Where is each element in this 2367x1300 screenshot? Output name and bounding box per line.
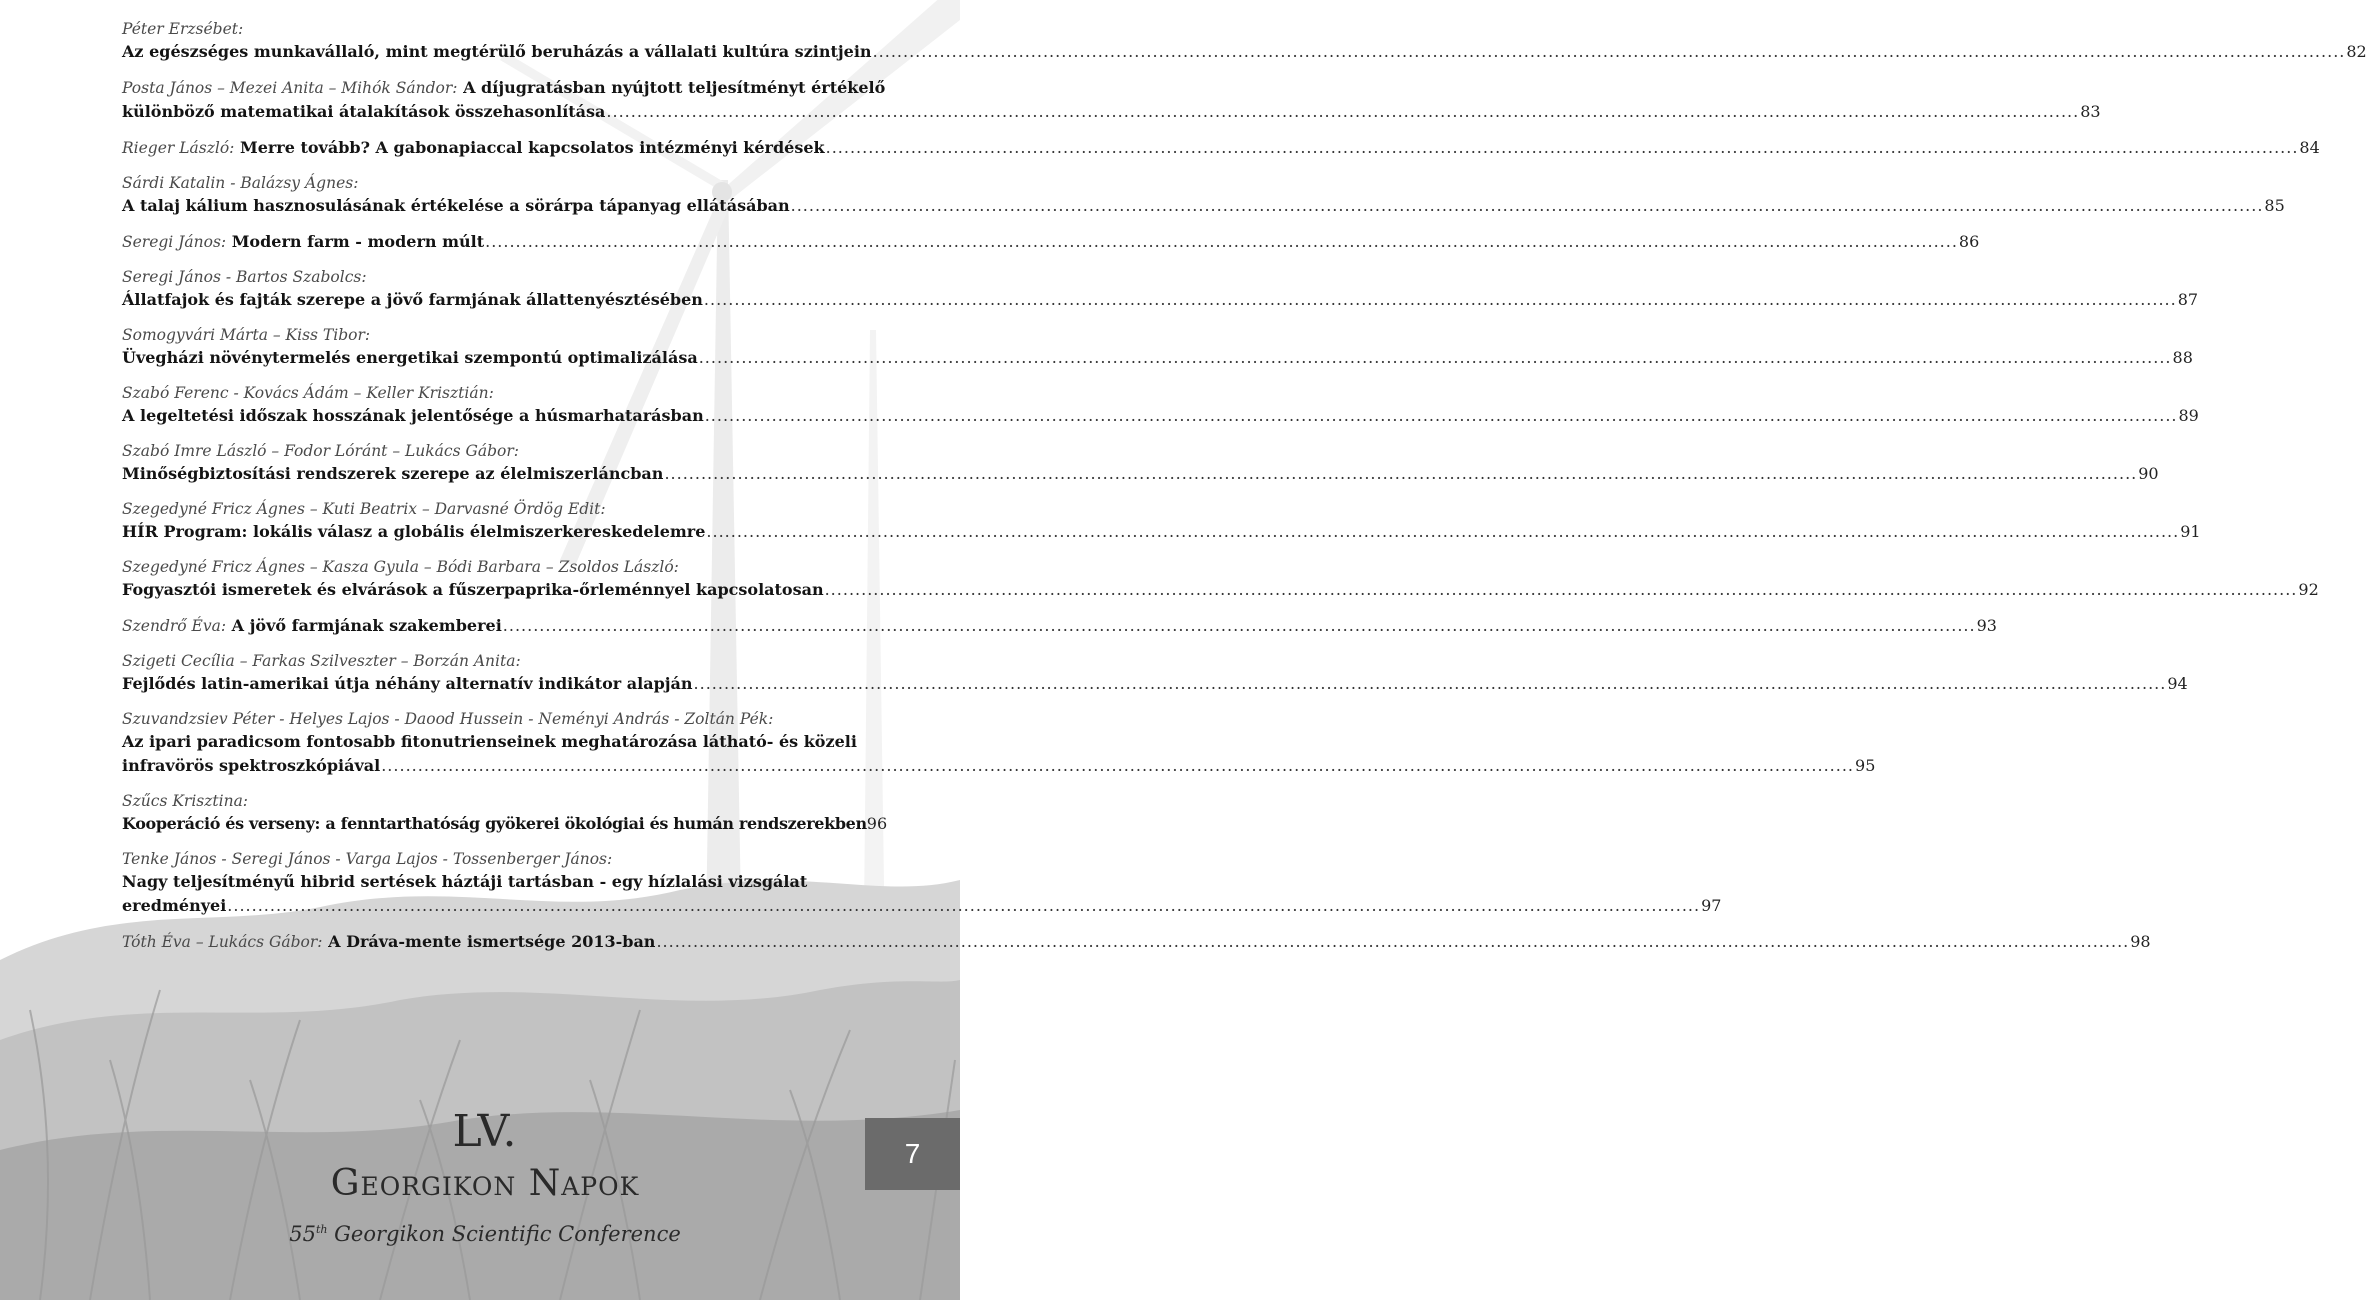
- leader-dots: [227, 894, 1700, 918]
- entry-title-line: [122, 194, 2285, 218]
- entry-page: 84: [2299, 138, 2320, 157]
- entry-title: A Dráva-mente ismertsége 2013-ban: [328, 932, 656, 951]
- entry-title: A talaj kálium hasznosulásának értékelése a sörárpa tápanyag ellátásában: [122, 196, 790, 215]
- toc-entry[interactable]: [122, 18, 2367, 64]
- toc-entry[interactable]: [122, 230, 1980, 254]
- entry-title-line: [122, 288, 2199, 312]
- entry-authors: Seregi János - Bartos Szabolcs:: [122, 268, 367, 286]
- entry-title: HÍR Program: lokális válasz a globális élelmiszerkereskedelemre: [122, 522, 706, 541]
- toc-entry[interactable]: [122, 76, 2101, 124]
- leader-dots: [694, 672, 2167, 696]
- entry-title: Fogyasztói ismeretek és elvárások a fűszerpaprika-őrleménnyel kapcsolatosan: [122, 580, 824, 599]
- entry-page: 87: [2177, 290, 2199, 309]
- entry-title-line: [122, 100, 2101, 124]
- entry-authors: Sárdi Katalin - Balázsy Ágnes:: [122, 174, 359, 192]
- entry-title-line: [122, 520, 2201, 544]
- entry-title-line: [122, 754, 1876, 778]
- entry-authors: Rieger László:: [122, 139, 235, 157]
- conference-title: [250, 1108, 720, 1248]
- entry-title-line: [122, 136, 2320, 160]
- entry-page: 90: [2138, 464, 2159, 483]
- toc-entry[interactable]: [122, 790, 888, 836]
- conference-subtitle: 55th Georgikon Scientific Conference: [289, 1222, 681, 1246]
- entry-page: 92: [2298, 580, 2319, 599]
- entry-title: Minőségbiztosítási rendszerek szerepe az élelmiszerláncban: [122, 464, 664, 483]
- entry-authors: Somogyvári Márta – Kiss Tibor:: [122, 326, 371, 344]
- leader-dots: [873, 40, 2346, 64]
- toc-entry[interactable]: [122, 324, 2193, 370]
- entry-page: 83: [2080, 102, 2101, 121]
- entry-authors: Szigeti Cecília – Farkas Szilveszter – Borzán Anita:: [122, 652, 521, 670]
- leader-dots: [705, 404, 2178, 428]
- entry-authors: Tóth Éva – Lukács Gábor:: [122, 933, 323, 951]
- entry-page: 88: [2172, 348, 2193, 367]
- entry-authors: Szegedyné Fricz Ágnes – Kuti Beatrix – Darvasné Ördög Edit:: [122, 500, 606, 518]
- entry-page: 97: [1701, 896, 1722, 915]
- leader-dots: [791, 194, 2264, 218]
- page-number: 7: [904, 1138, 921, 1169]
- entry-page: 91: [2180, 522, 2201, 541]
- entry-title: Az egészséges munkavállaló, mint megtérülő beruházás a vállalati kultúra szintjein: [122, 42, 872, 61]
- entry-title: Fejlődés latin-amerikai útja néhány alternatív indikátor alapján: [122, 674, 693, 693]
- toc-entry[interactable]: [122, 382, 2199, 428]
- entry-page: 86: [1958, 232, 1980, 251]
- toc-entry[interactable]: [122, 930, 2151, 954]
- entry-authors: Seregi János:: [122, 233, 227, 251]
- entry-page: 94: [2167, 674, 2188, 693]
- entry-authors: Szűcs Krisztina:: [122, 792, 249, 810]
- entry-page: 82: [2346, 42, 2367, 61]
- leader-dots: [381, 754, 1854, 778]
- entry-authors: Posta János – Mezei Anita – Mihók Sándor:: [122, 79, 458, 97]
- entry-authors: Szabó Ferenc - Kovács Ádám – Keller Krisztián:: [122, 384, 494, 402]
- conference-name: Georgikon Napok: [330, 1163, 640, 1204]
- leader-dots: [485, 230, 1958, 254]
- entry-title-continued: eredményei: [122, 896, 227, 915]
- entry-title-line: [122, 230, 1980, 254]
- entry-title-line: [122, 462, 2159, 486]
- entry-page: 96: [866, 814, 888, 833]
- entry-authors: Szuvandzsiev Péter - Helyes Lajos - Daood Hussein - Neményi András - Zoltán Pék:: [122, 710, 774, 728]
- toc-entry[interactable]: [122, 498, 2201, 544]
- leader-dots: [656, 930, 2129, 954]
- toc-entry[interactable]: [122, 650, 2188, 696]
- entry-authors: Szabó Imre László – Fodor Lóránt – Lukács Gábor:: [122, 442, 519, 460]
- entry-title: Modern farm - modern múlt: [231, 232, 485, 251]
- entry-page: 85: [2264, 196, 2285, 215]
- table-of-contents: [122, 18, 2367, 966]
- toc-entry[interactable]: [122, 266, 2199, 312]
- leader-dots: [503, 614, 1976, 638]
- entry-title-line: [122, 346, 2193, 370]
- leader-dots: [826, 136, 2299, 160]
- entry-title-line: [122, 812, 888, 836]
- toc-entry[interactable]: [122, 614, 1997, 638]
- entry-title: Kooperáció és verseny: a fenntarthatóság gyökerei ökológiai és humán rendszerekben: [122, 814, 867, 833]
- entry-page: 98: [2130, 932, 2151, 951]
- entry-page: 95: [1855, 756, 1876, 775]
- entry-title: Állatfajok és fajták szerepe a jövő farmjának állattenyésztésében: [122, 290, 703, 309]
- toc-entry[interactable]: [122, 440, 2159, 486]
- entry-title-continued: infravörös spektroszkópiával: [122, 756, 381, 775]
- leader-dots: [699, 346, 2172, 370]
- toc-entry[interactable]: [122, 848, 1722, 918]
- leader-dots: [664, 462, 2137, 486]
- entry-title-line: [122, 930, 2151, 954]
- entry-title-line: [122, 894, 1722, 918]
- entry-title-line: [122, 40, 2367, 64]
- entry-title: A díjugratásban nyújtott teljesítményt értékelő: [463, 78, 886, 97]
- entry-title-line: [122, 404, 2199, 428]
- leader-dots: [825, 578, 2298, 602]
- toc-entry[interactable]: [122, 136, 2320, 160]
- leader-dots: [706, 520, 2179, 544]
- page-number-box: [865, 1118, 960, 1190]
- entry-title-continued: különböző matematikai átalakítások összehasonlítása: [122, 102, 606, 121]
- conference-number: LV.: [452, 1106, 518, 1157]
- entry-page: 89: [2178, 406, 2199, 425]
- entry-authors: Szegedyné Fricz Ágnes – Kasza Gyula – Bódi Barbara – Zsoldos László:: [122, 558, 679, 576]
- entry-title: Merre tovább? A gabonapiaccal kapcsolatos intézményi kérdések: [239, 138, 825, 157]
- entry-title-line: [122, 672, 2188, 696]
- entry-title: A legeltetési időszak hosszának jelentősége a húsmarhatarásban: [122, 406, 704, 425]
- entry-title-line: [122, 614, 1997, 638]
- entry-page: 93: [1976, 616, 1997, 635]
- toc-entry[interactable]: [122, 172, 2285, 218]
- entry-authors: Péter Erzsébet:: [122, 20, 244, 38]
- toc-entry[interactable]: [122, 708, 1876, 778]
- entry-title: Nagy teljesítményű hibrid sertések háztáji tartásban - egy hízlalási vizsgálat: [122, 872, 808, 891]
- leader-dots: [606, 100, 2079, 124]
- toc-entry[interactable]: [122, 556, 2319, 602]
- entry-title: Üvegházi növénytermelés energetikai szempontú optimalizálása: [122, 348, 698, 367]
- entry-title: A jövő farmjának szakemberei: [231, 616, 502, 635]
- leader-dots: [704, 288, 2177, 312]
- entry-title-line: [122, 578, 2319, 602]
- entry-authors: Szendrő Éva:: [122, 617, 227, 635]
- entry-title: Az ipari paradicsom fontosabb fitonutrienseinek meghatározása látható- és közeli: [122, 732, 857, 751]
- entry-authors: Tenke János - Seregi János - Varga Lajos - Tossenberger János:: [122, 850, 613, 868]
